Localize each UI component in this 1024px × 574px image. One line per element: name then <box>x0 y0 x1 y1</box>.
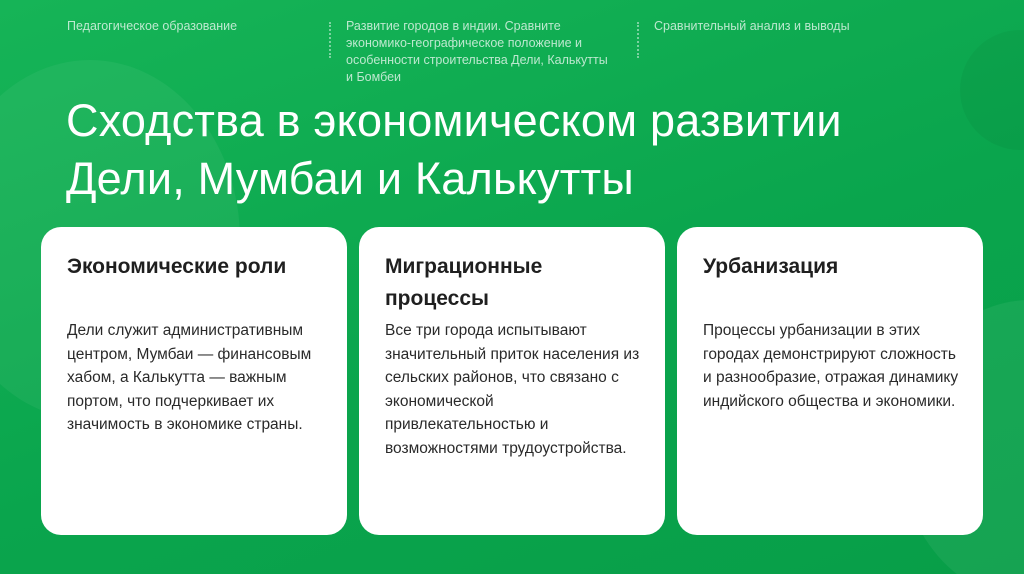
card-title: Миграционные процессы <box>385 255 543 310</box>
card-title: Урбанизация <box>703 255 839 278</box>
nav-item-pedagogical-education[interactable]: Педагогическое образование <box>67 19 238 33</box>
card-text: Дели служит административным центром, Мумбаи — финансовым хабом, а Калькутта — важным портом, что подчеркивает их значимость в экономике страны. <box>67 322 312 433</box>
card-migration-processes <box>359 227 665 535</box>
card-title: Экономические роли <box>67 255 287 278</box>
card-text: Процессы урбанизации в этих городах демонстрируют сложность и разнообразие, отражая динамику индийского общества и экономики. <box>703 322 959 410</box>
nav-separator <box>329 22 331 58</box>
slide-title: Сходства в экономическом развитии Дели, Мумбаи и Калькутты <box>66 95 842 204</box>
nav-item-city-development[interactable]: Развитие городов в индии. Сравните экономико-географическое положение и особенности строительства Дели, Калькутты и Бомбеи <box>346 19 608 84</box>
nav-separator <box>637 22 639 58</box>
section-navigation <box>67 18 1004 98</box>
card-urbanization <box>677 227 983 535</box>
card-text: Все три города испытывают значительный приток населения из сельских районов, что связано с экономической привлекательностью и возможностями трудоустройства. <box>385 322 640 457</box>
nav-item-comparative-analysis[interactable]: Сравнительный анализ и выводы <box>654 19 850 33</box>
card-economic-roles <box>41 227 347 535</box>
